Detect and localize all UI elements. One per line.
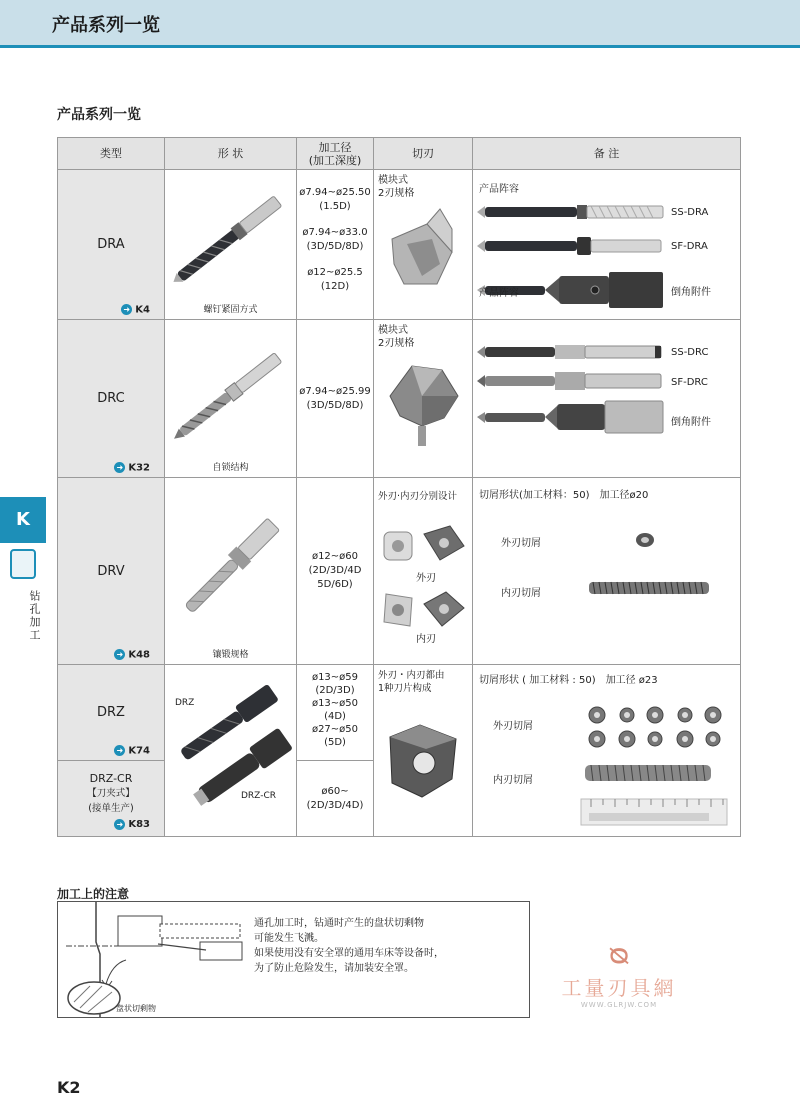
page-ref-link[interactable]: ➜ K48: [114, 649, 150, 661]
notes-title: 产品阵容: [479, 184, 519, 195]
table-row: [58, 665, 741, 761]
col-header-shape: 形 状: [165, 138, 297, 170]
caution-line: 如果使用没有安全罩的通用车床等设备时，: [254, 948, 444, 959]
table-row: [58, 320, 741, 478]
caution-line: 通孔加工时，钻通时产生的盘状切剩物: [254, 918, 424, 929]
insert-drz-image: [382, 719, 464, 805]
type-name: DRZ-CR: [89, 772, 133, 785]
chip-label: 外刃切屑: [501, 538, 541, 549]
drill-drv-image: [165, 492, 295, 642]
table-header-row: [58, 138, 741, 170]
shape-cell: [165, 478, 297, 665]
notes-title: 切屑形状 ( 加工材料 : 50) 加工径 ø23: [479, 675, 658, 686]
watermark-name: 工量刃具網: [561, 976, 677, 1000]
notes-title: 产品阵容: [479, 288, 519, 299]
shape-label: DRZ: [175, 698, 195, 708]
page-ref-link[interactable]: ➜ K32: [114, 462, 150, 474]
notes-title: 切屑形状(加工材料：50) 加工径ø20: [479, 490, 649, 501]
shape-caption: 镶锻规格: [212, 650, 249, 660]
notes-cell: [473, 288, 741, 478]
diagram-label: 盘状切剩物: [116, 1004, 156, 1013]
blade-cell: [374, 170, 473, 320]
col-header-blade: 切刃: [374, 138, 473, 170]
range-text: ø13~ø50 (4D): [311, 698, 359, 722]
arrow-icon: ➜: [114, 819, 125, 830]
range-text: ø7.94~ø33.0 (3D/5D/8D): [302, 227, 368, 252]
notes-cell: [473, 665, 741, 837]
lineup-label: SF-DRA: [671, 241, 708, 252]
page-number: K2: [57, 1078, 81, 1097]
type-sub: (接单生产): [88, 803, 134, 814]
type-cell: [58, 478, 165, 665]
range-cell: [297, 761, 374, 837]
shape-cell: [165, 665, 297, 837]
col-header-range: 加工径 (加工深度): [297, 138, 374, 170]
type-name: DRA: [97, 237, 125, 252]
lineup-drill-sf-image: [477, 234, 667, 258]
watermark-logo-icon: ᴓ: [608, 937, 630, 972]
section-title: 产品系列一览: [57, 107, 141, 123]
range-text: ø27~ø50 (5D): [311, 724, 359, 748]
section-tab[interactable]: K: [0, 497, 46, 543]
blade-text: 外刃·内刃分别设计: [378, 491, 458, 502]
range-cell: [297, 320, 374, 478]
range-text: ø12~ø25.5 (12D): [307, 267, 363, 292]
range-cell: [297, 665, 374, 761]
range-cell: [297, 170, 374, 320]
product-table: [57, 137, 741, 837]
inner-chip-image: [587, 578, 711, 598]
drill-dra-image: [165, 174, 295, 304]
caution-box: [57, 901, 530, 1018]
insert-outer-image-1: [380, 528, 416, 564]
type-name: DRV: [97, 563, 125, 579]
lineup-label: SS-DRA: [671, 207, 709, 218]
top-header-bar: [0, 0, 800, 48]
type-cell: [58, 170, 165, 320]
blade-text: 模块式 2刃规格: [378, 325, 415, 349]
table-row: [58, 478, 741, 665]
type-name: DRC: [97, 391, 125, 406]
arrow-icon: ➜: [114, 462, 125, 473]
page-ref-link[interactable]: ➜ K4: [121, 304, 150, 316]
insert-inner-image-1: [380, 590, 416, 630]
range-text: ø7.94~ø25.50 (1.5D): [299, 187, 371, 212]
shape-cell: [165, 170, 297, 320]
insert-drc-image: [382, 356, 462, 456]
insert-outer-image-2: [420, 524, 466, 564]
range-text: ø13~ø59 (2D/3D): [311, 672, 359, 696]
type-cell: [58, 665, 165, 761]
shape-label: DRZ-CR: [241, 791, 276, 801]
shape-cell: [165, 320, 297, 478]
shape-caption: 自锁结构: [212, 463, 249, 473]
lathe-diagram: [60, 902, 250, 1017]
side-label: 钻孔加工: [28, 590, 41, 642]
lineup-drill-ss-image: [477, 340, 667, 364]
type-sub: 【刀夹式】: [87, 788, 135, 799]
blade-cell: [374, 478, 473, 665]
chip-label: 内刃切屑: [493, 775, 533, 786]
outer-chip-image: [633, 530, 657, 550]
caution-title: 加工上的注意: [57, 887, 130, 901]
lineup-drill-sf-image: [477, 369, 667, 393]
arrow-icon: ➜: [114, 649, 125, 660]
page-ref-link[interactable]: ➜ K83: [114, 817, 150, 832]
lineup-drill-ss-image: [477, 200, 667, 224]
range-text: ø12~ø60 (2D/3D/4D 5D/6D): [308, 551, 362, 590]
page-ref-link[interactable]: ➜ K74: [114, 745, 150, 757]
header-title: 产品系列一览: [52, 15, 160, 36]
insert-inner-image-2: [420, 590, 466, 630]
chip-label: 外刃切屑: [493, 721, 533, 732]
range-cell: [297, 478, 374, 665]
blade-cell: [374, 320, 473, 478]
drill-drc-image: [165, 330, 295, 460]
caution-line: 为了防止危险发生，请加装安全罩。: [254, 963, 414, 974]
insert-label: 外刃: [416, 573, 436, 584]
lineup-label: 倒角附件: [671, 287, 711, 298]
col-header-type: 类型: [58, 138, 165, 170]
type-cell: [58, 761, 165, 837]
lineup-label: SF-DRC: [671, 377, 708, 388]
watermark: [544, 938, 694, 1009]
col-header-notes: 备 注: [473, 138, 741, 170]
blade-text: 外刃・内刃都由 1种刀片构成: [378, 670, 445, 694]
arrow-icon: ➜: [121, 304, 132, 315]
arrow-icon: ➜: [114, 745, 125, 756]
lineup-label: 倒角附件: [671, 417, 711, 428]
drill-icon: [10, 549, 36, 579]
caution-line: 可能发生飞溅。: [254, 933, 324, 944]
blade-text: 模块式 2刃规格: [378, 175, 415, 199]
caution-text: [254, 916, 444, 976]
insert-label: 内刃: [416, 634, 436, 645]
lineup-label: SS-DRC: [671, 347, 709, 358]
lineup-chamfer-image: [477, 400, 667, 436]
watermark-url: WWW.GLRJW.COM: [580, 1001, 658, 1009]
range-text: ø60~ (2D/3D/4D): [306, 785, 364, 811]
inner-chips-image: [583, 761, 713, 785]
type-cell: [58, 320, 165, 478]
type-name: DRZ: [97, 705, 125, 720]
insert-dra-image: [382, 204, 462, 294]
chip-label: 内刃切屑: [501, 588, 541, 599]
range-text: ø7.94~ø25.99 (3D/5D/8D): [299, 385, 371, 411]
blade-cell: [374, 665, 473, 837]
shape-caption: 螺钉紧固方式: [203, 305, 258, 315]
outer-chips-image: [581, 703, 731, 753]
ruler-image: [579, 797, 729, 827]
notes-cell: [473, 478, 741, 665]
